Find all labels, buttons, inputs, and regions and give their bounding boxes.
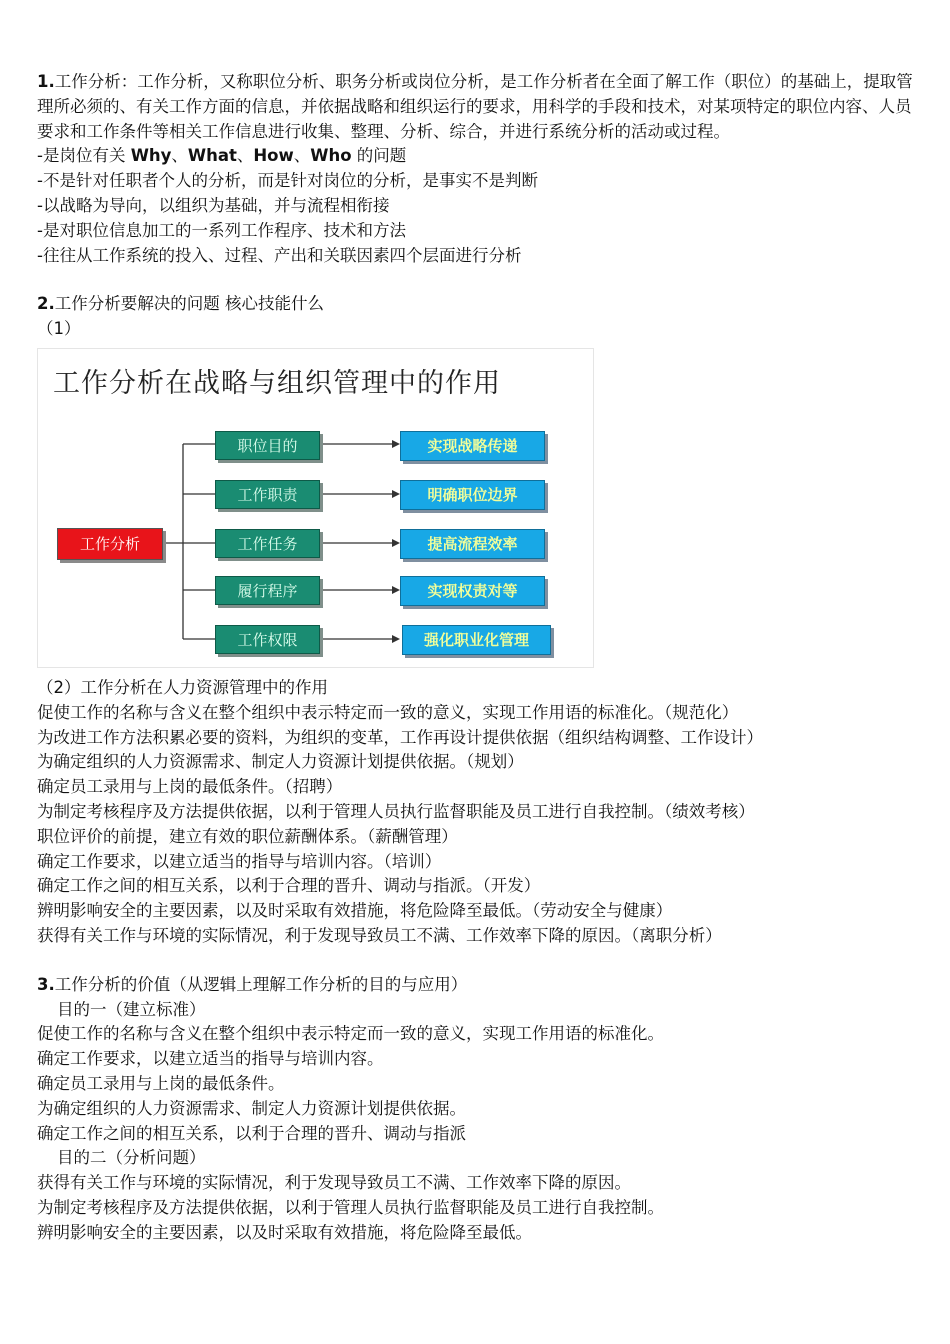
- section-3: [37, 973, 917, 1246]
- arrowhead: [392, 539, 400, 547]
- subsection-label-1: （1）: [37, 319, 81, 339]
- hr-role-line: 确定员工录用与上岗的最低条件。（招聘）: [37, 777, 343, 797]
- hr-role-line: 为改进工作方法积累必要的资料，为组织的变革，工作再设计提供依据（组织结构调整、工作设计）: [37, 727, 763, 747]
- spacer: [37, 949, 917, 973]
- goal-1-line: 确定工作要求，以建立适当的指导与培训内容。: [37, 1049, 384, 1069]
- diagram-mid-box: 工作权限: [215, 625, 320, 654]
- arrowhead: [392, 635, 400, 643]
- diagram-mid-box: 工作职责: [215, 480, 320, 509]
- goal-1-line: 促使工作的名称与含义在整个组织中表示特定而一致的意义，实现工作用语的标准化。: [37, 1024, 664, 1044]
- diagram-root-box: 工作分析: [57, 528, 163, 560]
- role-diagram: [37, 348, 594, 668]
- diagram-outcome-box: 明确职位边界: [400, 480, 545, 510]
- spacer: [37, 268, 917, 292]
- section-1-number: 1.: [37, 72, 55, 91]
- bullet-item: -往往从工作系统的投入、过程、产出和关联因素四个层面进行分析: [37, 245, 522, 265]
- goal-1-line: 确定工作之间的相互关系，以利于合理的晋升、调动与指派: [37, 1123, 466, 1143]
- diagram-outcome-box: 强化职业化管理: [402, 625, 551, 655]
- section-1: [37, 70, 917, 268]
- goal-2-line: 为制定考核程序及方法提供依据，以利于管理人员执行监督职能及员工进行自我控制。: [37, 1197, 664, 1217]
- diagram-outcome-box: 提高流程效率: [400, 529, 545, 559]
- section-2-title: 工作分析要解决的问题 核心技能什么: [54, 294, 324, 314]
- diagram-mid-box: 职位目的: [215, 431, 320, 460]
- goal-2-line: 获得有关工作与环境的实际情况，利于发现导致员工不满、工作效率下降的原因。: [37, 1173, 631, 1193]
- section-2: [37, 292, 917, 948]
- section-3-number: 3.: [37, 974, 55, 994]
- goal-2-heading: 目的二（分析问题）: [57, 1148, 206, 1168]
- section-2-heading: [37, 292, 917, 317]
- hr-role-line: 确定工作之间的相互关系，以利于合理的晋升、调动与指派。（开发）: [37, 876, 541, 896]
- bullet-item: -是对职位信息加工的一系列工作程序、技术和方法: [37, 220, 406, 240]
- hr-role-line: 为制定考核程序及方法提供依据，以利于管理人员执行监督职能及员工进行自我控制。（绩效考核）: [37, 801, 755, 821]
- document-page: [37, 70, 917, 1246]
- hr-role-line: 职位评价的前提，建立有效的职位薪酬体系。（薪酬管理）: [37, 826, 458, 846]
- arrowhead: [392, 440, 400, 448]
- arrowhead: [392, 490, 400, 498]
- goal-1-heading: 目的一（建立标准）: [57, 999, 206, 1019]
- goal-1-line: 为确定组织的人力资源需求、制定人力资源计划提供依据。: [37, 1098, 466, 1118]
- hr-role-line: 确定工作要求，以建立适当的指导与培训内容。（培训）: [37, 851, 442, 871]
- section-3-heading: [37, 973, 917, 998]
- section-3-title: 工作分析的价值（从逻辑上理解工作分析的目的与应用）: [54, 974, 468, 994]
- arrowhead: [392, 586, 400, 594]
- goal-1-line: 确定员工录用与上岗的最低条件。: [37, 1073, 285, 1093]
- section-2-number: 2.: [37, 294, 55, 314]
- section-1-definition: [37, 70, 917, 144]
- diagram-title: 工作分析在战略与组织管理中的作用: [53, 367, 501, 399]
- bullet-item: -不是针对任职者个人的分析，而是针对岗位的分析，是事实不是判断: [37, 171, 538, 191]
- diagram-mid-box: 工作任务: [215, 529, 320, 558]
- bullet-item: -以战略为导向，以组织为基础，并与流程相衔接: [37, 195, 390, 215]
- hr-role-line: 促使工作的名称与含义在整个组织中表示特定而一致的意义，实现工作用语的标准化。（规范化）: [37, 702, 739, 722]
- goal-2-line: 辨明影响安全的主要因素，以及时采取有效措施，将危险降至最低。: [37, 1222, 532, 1242]
- section-1-text: 工作分析：工作分析，又称职位分析、职务分析或岗位分析，是工作分析者在全面了解工作（职位）的基础上，提取管理所必须的、有关工作方面的信息，并依据战略和组织运行的要求，用科学的手段和技术，对某项特定的职位内容、人员要求和工作条件等相关工作信息进行收集、整理、分析、综合，并进行系统分析的活动或过程。: [37, 72, 913, 141]
- subsection-label-2: （2）工作分析在人力资源管理中的作用: [37, 677, 328, 697]
- hr-role-line: 辨明影响安全的主要因素，以及时采取有效措施，将危险降至最低。（劳动安全与健康）: [37, 901, 673, 921]
- diagram-outcome-box: 实现战略传递: [400, 431, 545, 461]
- diagram-outcome-box: 实现权责对等: [400, 576, 545, 606]
- hr-role-line: 获得有关工作与环境的实际情况，利于发现导致员工不满、工作效率下降的原因。（离职分析）: [37, 925, 722, 945]
- hr-role-line: 为确定组织的人力资源需求、制定人力资源计划提供依据。（规划）: [37, 752, 524, 772]
- bullet-item: -是岗位有关 Why、What、How、Who 的问题: [37, 146, 407, 166]
- diagram-mid-box: 履行程序: [215, 576, 320, 605]
